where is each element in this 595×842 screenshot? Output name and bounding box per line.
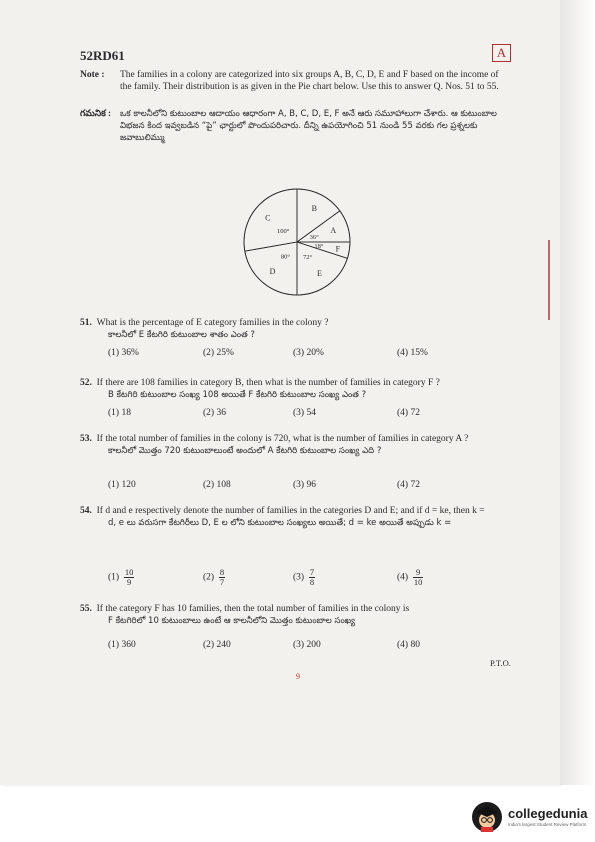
pie-angle-label-a: 36° — [309, 233, 319, 241]
pie-category-label-a: A — [330, 226, 337, 236]
fraction: $\frac{8}{7}$ — [219, 567, 225, 587]
option-51-2[interactable]: (2) 25% — [203, 348, 234, 358]
fraction: $\frac{9}{10}$ — [413, 567, 423, 587]
pie-angle-label-c: 100° — [277, 227, 290, 235]
option-54-2[interactable]: (2) $\frac{8}{7}$ — [203, 567, 225, 587]
pie-category-label-d: D — [269, 267, 276, 277]
option-54-3[interactable]: (3) $\frac{7}{8}$ — [293, 567, 315, 587]
option-55-2[interactable]: (2) 240 — [203, 640, 231, 650]
option-54-1[interactable]: (1) $\frac{10}{9}$ — [108, 567, 134, 587]
note-te-label: గమనిక : — [80, 108, 112, 118]
pie-angle-label-e: 72° — [303, 254, 313, 262]
question-53 — [80, 434, 515, 457]
pie-category-label-e: E — [316, 268, 322, 278]
page-edge-shadow — [560, 0, 595, 785]
option-52-1[interactable]: (1) 18 — [108, 408, 131, 418]
option-55-4[interactable]: (4) 80 — [397, 640, 420, 650]
pie-slice-c — [244, 189, 297, 251]
fraction: $\frac{10}{9}$ — [124, 567, 134, 587]
question-54 — [80, 506, 515, 529]
question-text: If the total number of families in the colony is 720, what is the number of families in category A ? — [96, 434, 469, 444]
pie-chart — [230, 186, 364, 298]
option-52-2[interactable]: (2) 36 — [203, 408, 226, 418]
brand-name: collegedunia — [508, 806, 588, 821]
option-51-3[interactable]: (3) 20% — [293, 348, 324, 358]
option-53-4[interactable]: (4) 72 — [397, 480, 420, 490]
option-52-3[interactable]: (3) 54 — [293, 408, 316, 418]
option-51-1[interactable]: (1) 36% — [108, 348, 139, 358]
question-number: 52. — [80, 378, 92, 388]
question-number: 53. — [80, 434, 92, 444]
question-text: If there are 108 families in category B, then what is the number of families in category F ? — [96, 378, 440, 388]
brand-tagline: India's largest Student Review Platform — [508, 822, 587, 827]
option-53-1[interactable]: (1) 120 — [108, 480, 136, 490]
set-letter-box: A — [492, 44, 511, 62]
pie-category-label-b: B — [311, 203, 317, 213]
option-53-3[interactable]: (3) 96 — [293, 480, 316, 490]
option-55-3[interactable]: (3) 200 — [293, 640, 321, 650]
pie-angle-label-f: 18° — [314, 242, 324, 250]
note-label: Note : — [80, 70, 105, 80]
option-52-4[interactable]: (4) 72 — [397, 408, 420, 418]
collegedunia-logo-icon — [470, 800, 504, 834]
question-te-text: F కేటగిరిలో 10 కుటుంబాలు ఉంటే ఆ కాలనీలోని మొత్తం కుటుంబాల సంఖ్య — [108, 615, 356, 626]
question-text: If d and e respectively denote the number of families in the categories D and E; and if d = ke, then k = — [96, 506, 485, 516]
note-text: The families in a colony are categorized into six groups A, B, C, D, E and F based on the income of the family. Their distribution is as given in the Pie chart below. Use this to answer Q. Nos. 51 to 55. — [120, 70, 499, 92]
option-54-4[interactable]: (4) $\frac{9}{10}$ — [397, 567, 423, 587]
question-text: If the category F has 10 families, then the total number of families in the colony is — [96, 604, 410, 614]
question-number: 54. — [80, 506, 92, 516]
question-51 — [80, 318, 520, 341]
question-te-text: కాలనీలో E కేటగిరి కుటుంబాల శాతం ఎంత ? — [108, 329, 255, 340]
option-55-1[interactable]: (1) 360 — [108, 640, 136, 650]
pto-label: P.T.O. — [490, 658, 511, 668]
pie-category-label-c: C — [265, 213, 271, 223]
page-edge-mark — [548, 240, 550, 320]
question-text: What is the percentage of E category families in the colony ? — [96, 318, 329, 328]
page-number: 9 — [296, 672, 300, 681]
paper-code: 52RD61 — [80, 48, 125, 63]
pie-category-label-f: F — [335, 244, 341, 254]
question-55 — [80, 604, 520, 627]
question-te-text: B కేటగిరి కుటుంబాల సంఖ్య 108 అయితే F కేటగిరి కుటుంబాల సంఖ్య ఎంత ? — [108, 389, 367, 400]
question-te-text: కాలనీలో మొత్తం 720 కుటుంబాలుంటే అందులో A కేటగిరి కుటుంబాల సంఖ్య ఎది ? — [108, 445, 382, 456]
option-53-2[interactable]: (2) 108 — [203, 480, 231, 490]
pie-angle-label-d: 80° — [280, 253, 290, 261]
fraction: $\frac{7}{8}$ — [309, 567, 315, 587]
question-te-text: d, e లు వరుసగా కేటగిరీలు D, E ల లోని కుటుంబాల సంఖ్యలు అయితే; d = ke అయితే అప్పుడు k = — [108, 517, 452, 528]
question-number: 55. — [80, 604, 92, 614]
option-51-4[interactable]: (4) 15% — [397, 348, 428, 358]
question-52 — [80, 378, 520, 401]
note-te-text: ఒక కాలనీలోని కుటుంబాల ఆదాయం ఆధారంగా A, B, C, D, E, F అనే ఆరు సమూహాలుగా చేశారు. ఆ కుటుంబాల విభజన కింద ఇవ్వబడిన “పై” ఛార్టులో పొందుపరిచారు. దీన్ని ఉపయోగించి 51 నుండి 55 వరకు గల ప్రశ్నలకు జవాబులిమ్ము — [120, 109, 497, 143]
question-number: 51. — [80, 318, 92, 328]
pie-slice-a — [297, 211, 350, 242]
